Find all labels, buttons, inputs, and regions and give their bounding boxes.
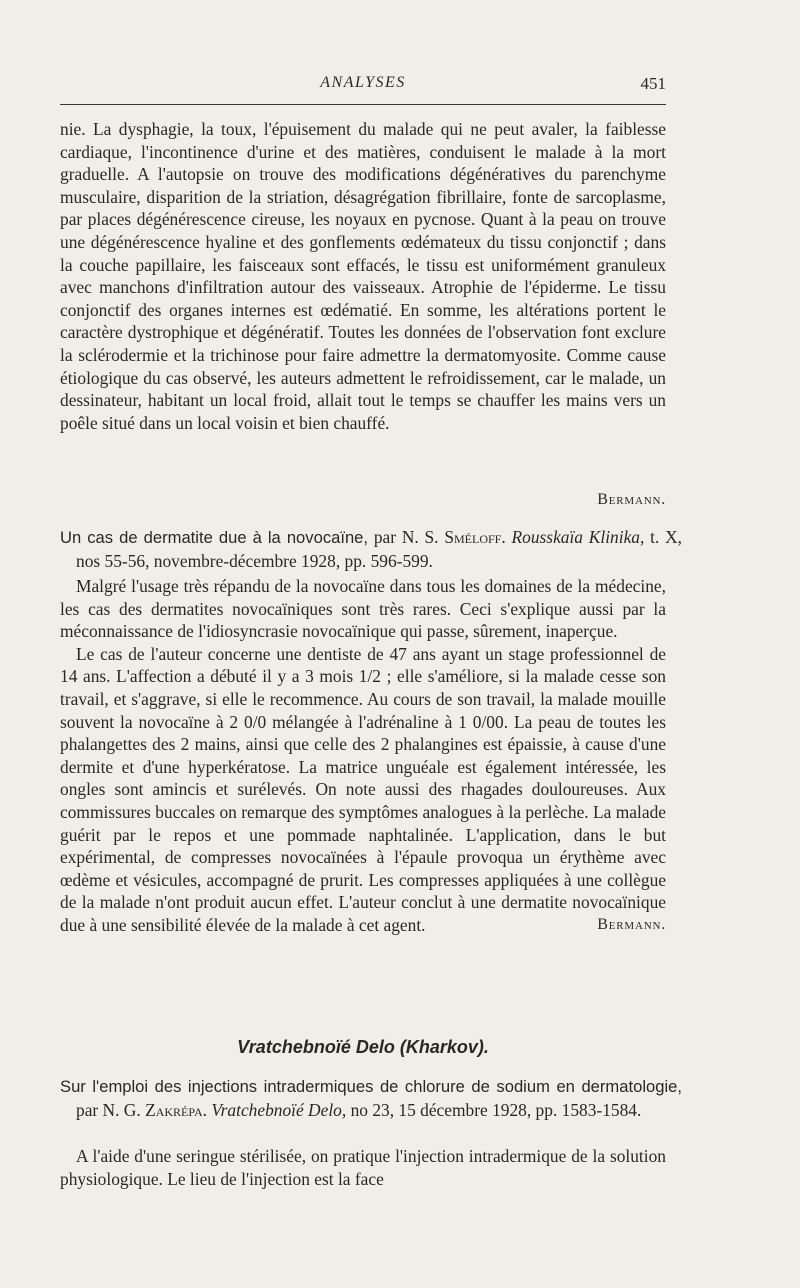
article-author-1: Sméloff. [444, 527, 506, 547]
article-journal-2: Vratchebnoïé Delo, [211, 1099, 347, 1120]
article-1-paragraph-1: Malgré l'usage très répandu de la novocaïne dans tous les domaines de la médecine, les cas des dermatites novocaïniques sont très rares. Ceci s'explique aussi par la méconnaissance de l'idiosyncrasie novocaïnique qui passe, sûrement, inaperçue. [60, 576, 666, 642]
article-title-1: Un cas de dermatite due à la novocaïne, [60, 528, 369, 547]
article-journal-1: Rousskaïa Klinika, [511, 527, 645, 547]
article-body-2 [60, 1145, 666, 1190]
article-by-2: par N. G. [76, 1099, 141, 1120]
header-rule [60, 104, 666, 105]
article-1-paragraph-2-text: Le cas de l'auteur concerne une dentiste de 47 ans ayant un stage professionnel de 14 ans. L'affection a débuté il y a 3 mois 1/2 ; elle s'améliore, si la malade cesse son travail, et s'aggrave, si elle le recommence. Au cours de son travail, la malade mouille souvent la novocaïne à 2 0/0 mélangée à l'adrénaline à 1 0/00. La peau de toutes les phalangettes des 2 mains, ainsi que celle des 2 phalangines est épaissie, à cause d'une dermite et d'une hyperkératose. La matrice unguéale est également intéressée, les ongles sont amincis et surélevés. On note aussi des rhagades douloureuses. Aux commissures buccales on remarque des symptômes analogues à la perlèche. La malade guérit par le repos et une pommade naphtalinée. L'application, dans le but expérimental, de compresses novocaïnées à l'épaule provoqua un érythème avec œdème et vésicules, accompagné de prurit. Les compresses appliquées à une collègue de la malade n'ont produit aucun effet. L'auteur conclut à une dermatite novocaïnique due à une sensibilité élevée de la malade à cet agent. [60, 643, 666, 935]
article-heading-1 [60, 526, 682, 572]
article-author-2: Zakrépa. [145, 1099, 207, 1120]
article-2-paragraph-1: A l'aide d'une seringue stérilisée, on pratique l'injection intradermique de la solution physiologique. Le lieu de l'injection est la face [60, 1146, 666, 1189]
article-heading-2 [60, 1075, 682, 1121]
continued-paragraph: nie. La dysphagie, la toux, l'épuisement du malade qui ne peut avaler, la faiblesse cardiaque, l'incontinence d'urine et des matières, conduisent le malade à la mort graduelle. A l'autopsie on trouve des modifications dégénératives du parenchyme musculaire, disparition de la striation, désagrégation fibrillaire, fonte de sarcoplasme, par places dégénérescence cireuse, les noyaux en pycnose. Quant à la peau on trouve une dégénérescence hyaline et des gonflements œdémateux du tissu conjonctif ; dans la couche papillaire, les faisceaux sont effacés, le tissu est uniformément granuleux avec manchons d'infiltration autour des vaisseaux. Atrophie de l'épiderme. Le tissu conjonctif des organes internes est œdématié. En somme, les altérations portent le caractère dystrophique et dégénératif. Toutes les données de l'observation font exclure la sclérodermie et la trichinose pour faire admettre la dermatomyosite. Comme cause étiologique du cas observé, les auteurs admettent le refroidissement, car le malade, un dessinateur, habitant un local froid, allait tout le temps se chauffer les mains vers un poêle situé dans un local voisin et bien chauffé. [60, 119, 666, 433]
article-title-2: Sur l'emploi des injections intradermiques de chlorure de sodium en dermatologie, [60, 1077, 682, 1096]
page-header [60, 74, 666, 96]
article-citation-2: no 23, 15 décembre 1928, pp. 1583-1584. [350, 1099, 642, 1120]
signature-2: Bermann. [597, 915, 666, 933]
article-by-1: par N. S. [373, 527, 439, 547]
running-title: ANALYSES [320, 74, 406, 91]
page-number: 451 [640, 74, 666, 93]
article-1-paragraph-2 [60, 643, 666, 937]
article-citation-1: t. X, nos 55-56, novembre-décembre 1928, pp. 596-599. [76, 527, 683, 571]
article-body-1 [60, 575, 666, 937]
signature-1: Bermann. [597, 491, 666, 508]
journal-section-title: Vratchebnoïé Delo (Kharkov). [237, 1037, 489, 1057]
